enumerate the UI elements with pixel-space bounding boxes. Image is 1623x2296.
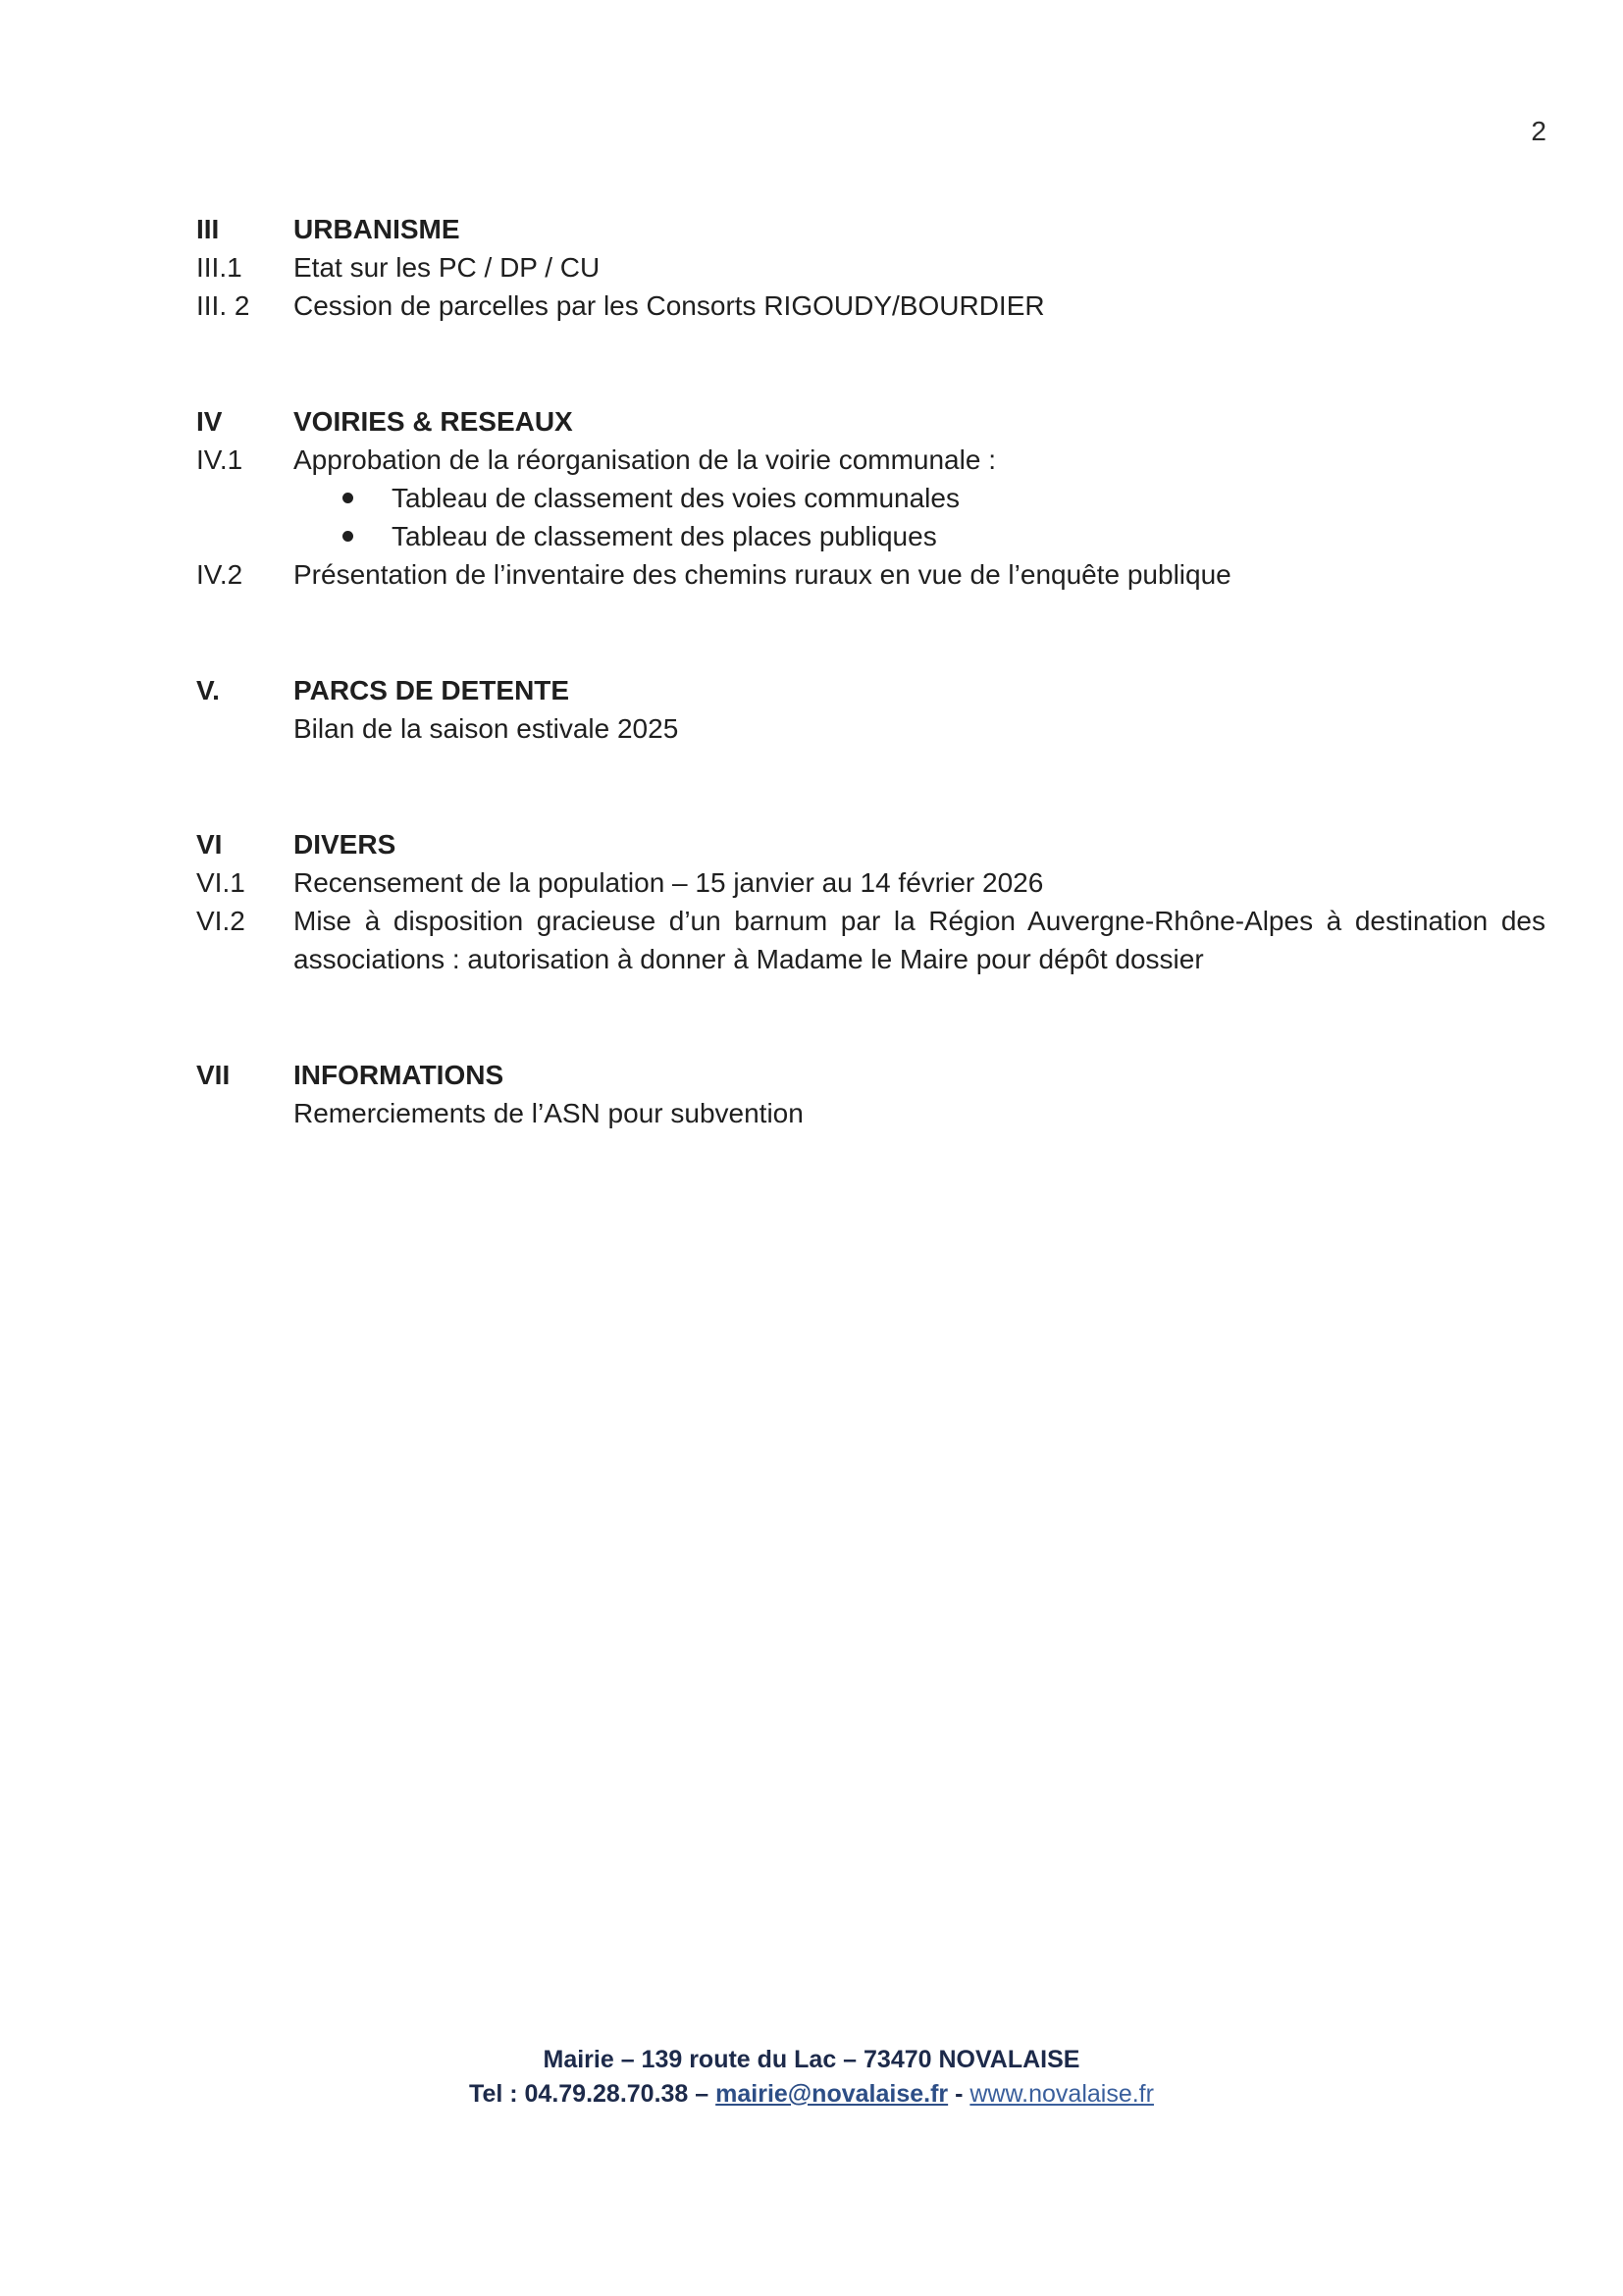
section-title: INFORMATIONS: [293, 1060, 504, 1090]
item-text: Recensement de la population – 15 janvier au 14 février 2026: [293, 867, 1044, 898]
section-number: VII: [196, 1060, 231, 1090]
section-heading: [196, 210, 1550, 248]
section-number: V.: [196, 675, 220, 705]
bullet-list: [196, 479, 1550, 555]
section-number: IV: [196, 406, 223, 437]
item-number: III.1: [196, 252, 242, 283]
body-text: Remerciements de l’ASN pour subvention: [293, 1098, 804, 1128]
item-number: VI.2: [196, 906, 245, 936]
footer-address: Mairie – 139 route du Lac – 73470 NOVALAISE: [543, 2046, 1080, 2073]
bullet-text: Tableau de classement des voies communales: [392, 483, 960, 513]
agenda-item: [196, 248, 1550, 287]
section-number: VI: [196, 829, 223, 860]
section-body: [196, 1094, 1550, 1132]
section-heading: [196, 671, 1550, 709]
section-divers: [196, 825, 1550, 978]
footer-contact: [0, 2077, 1623, 2112]
item-text: Présentation de l’inventaire des chemins ruraux en vue de l’enquête publique: [293, 559, 1231, 590]
section-number: III: [196, 214, 220, 244]
agenda-item: [196, 287, 1550, 325]
item-number: IV.2: [196, 559, 243, 590]
footer-phone: Tel : 04.79.28.70.38 –: [469, 2080, 709, 2108]
section-title: DIVERS: [293, 829, 396, 860]
section-heading: [196, 402, 1550, 441]
body-text: Bilan de la saison estivale 2025: [293, 713, 679, 744]
footer-email-link[interactable]: mairie@novalaise.fr: [715, 2080, 949, 2108]
page-footer: [0, 2043, 1623, 2112]
agenda: [196, 210, 1550, 1132]
bullet-text: Tableau de classement des places publiques: [392, 521, 937, 551]
item-text: Mise à disposition gracieuse d’un barnum par la Région Auvergne-Rhône-Alpes à destination des associations : autorisation à donner à Madame le Maire pour dépôt dossier: [293, 906, 1545, 974]
section-informations: [196, 1056, 1550, 1132]
section-title: PARCS DE DETENTE: [293, 675, 570, 705]
section-parcs-de-detente: [196, 671, 1550, 748]
section-urbanisme: [196, 210, 1550, 325]
section-heading: [196, 825, 1550, 863]
bullet-icon: [342, 531, 353, 542]
section-heading: [196, 1056, 1550, 1094]
item-number: VI.1: [196, 867, 245, 898]
bullet-item: [293, 479, 1550, 517]
section-title: VOIRIES & RESEAUX: [293, 406, 573, 437]
item-number: IV.1: [196, 444, 243, 475]
agenda-item: [196, 863, 1550, 902]
section-title: URBANISME: [293, 214, 460, 244]
page-number: 2: [1531, 116, 1546, 146]
section-voiries-reseaux: [196, 402, 1550, 594]
footer-website-link[interactable]: www.novalaise.fr: [969, 2080, 1154, 2108]
bullet-item: [293, 517, 1550, 555]
item-number: III. 2: [196, 290, 250, 321]
section-body: [196, 709, 1550, 748]
item-text: Etat sur les PC / DP / CU: [293, 252, 601, 283]
agenda-item: [196, 555, 1550, 594]
bullet-icon: [342, 493, 353, 503]
item-text: Approbation de la réorganisation de la voirie communale :: [293, 444, 996, 475]
agenda-item: [196, 441, 1550, 479]
item-text: Cession de parcelles par les Consorts RIGOUDY/BOURDIER: [293, 290, 1045, 321]
footer-separator: -: [955, 2080, 964, 2108]
agenda-item: [196, 902, 1550, 978]
